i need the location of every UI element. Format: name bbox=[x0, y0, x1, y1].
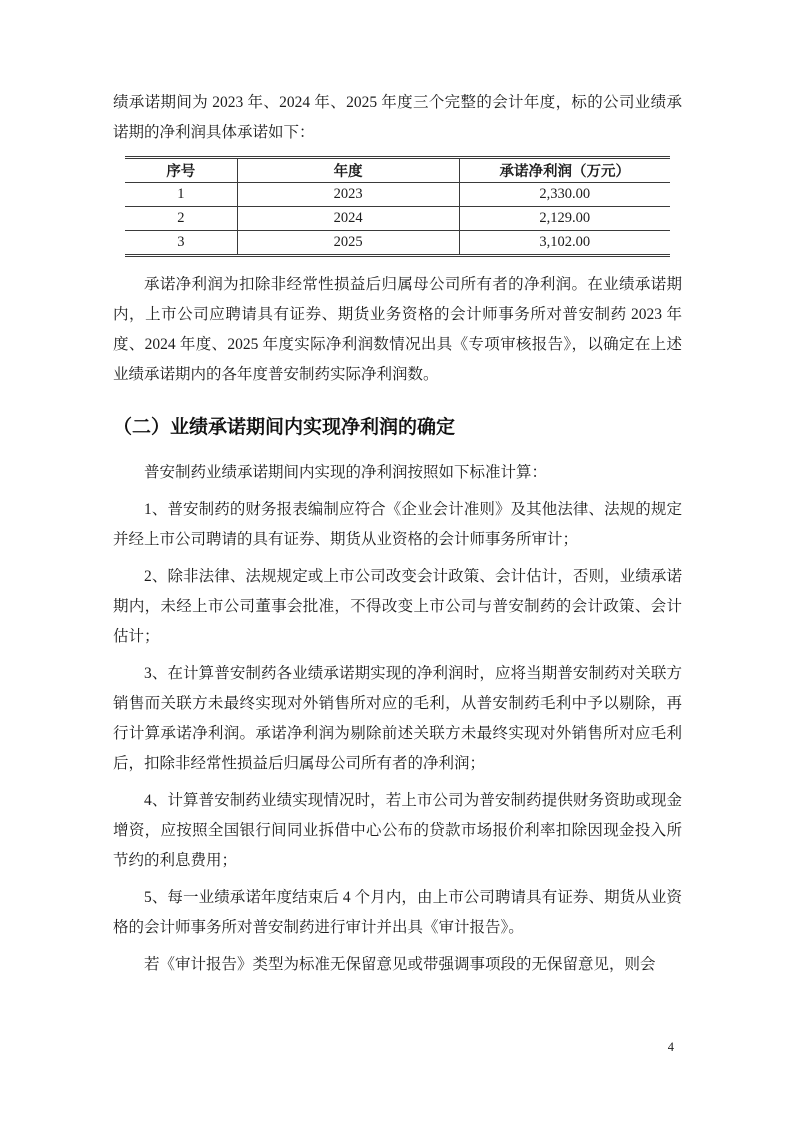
section-heading-2: （二）业绩承诺期间内实现净利润的确定 bbox=[113, 417, 456, 438]
document-content bbox=[113, 88, 682, 987]
cell-profit: 3,102.00 bbox=[539, 234, 591, 250]
item-paragraph-3: 3、在计算普安制药各业绩承诺期实现的净利润时，应将当期普安制药对关联方销售而关联方未最终实现对外销售所对应的毛利，从普安制药毛利中予以剔除，再行计算承诺净利润。承诺净利润为剔除前述关联方未最终实现对外销售所对应毛利后，扣除非经常性损益后归属母公司所有者的净利润； bbox=[113, 665, 682, 772]
table-row bbox=[125, 207, 670, 231]
table-header-row bbox=[125, 158, 670, 183]
col-header-promised-profit: 承诺净利润（万元） bbox=[459, 158, 670, 183]
col-header-year: 年度 bbox=[237, 158, 459, 183]
table-row bbox=[125, 231, 670, 256]
closing-paragraph: 若《审计报告》类型为标准无保留意见或带强调事项段的无保留意见，则会 bbox=[144, 956, 656, 973]
cell-index: 1 bbox=[125, 183, 237, 207]
table-row bbox=[125, 183, 670, 207]
item-paragraph-5: 5、每一业绩承诺年度结束后 4 个月内，由上市公司聘请具有证券、期货从业资格的会计师事务所对普安制药进行审计并出具《审计报告》。 bbox=[113, 889, 682, 936]
cell-profit: 2,129.00 bbox=[459, 207, 670, 231]
cell-year: 2025 bbox=[237, 231, 459, 256]
item-paragraph-1: 1、普安制药的财务报表编制应符合《企业会计准则》及其他法律、法规的规定并经上市公司聘请的具有证券、期货从业资格的会计师事务所审计； bbox=[113, 501, 682, 548]
standard-intro-paragraph: 普安制药业绩承诺期间内实现的净利润按照如下标准计算： bbox=[144, 464, 548, 481]
cell-index: 2 bbox=[125, 207, 237, 231]
item-paragraph-4: 4、计算普安制药业绩实现情况时，若上市公司为普安制药提供财务资助或现金增资，应按照全国银行间同业拆借中心公布的贷款市场报价利率扣除因现金投入所节约的利息费用； bbox=[113, 792, 682, 869]
after-table-paragraph: 承诺净利润为扣除非经常性损益后归属母公司所有者的净利润。在业绩承诺期内，上市公司应聘请具有证券、期货业务资格的会计师事务所对普安制药 2023 年度、2024 年度、2025 年度实际净利润数情况出具《专项审核报告》，以确定在上述业绩承诺期内的各年度普安制药实际净利润数。 bbox=[113, 276, 682, 383]
cell-year: 2024 bbox=[237, 207, 459, 231]
opening-paragraph: 绩承诺期间为 2023 年、2024 年、2025 年度三个完整的会计年度，标的公司业绩承诺期的净利润具体承诺如下： bbox=[113, 94, 682, 141]
cell-profit: 2,330.00 bbox=[459, 183, 670, 207]
item-paragraph-2: 2、除非法律、法规规定或上市公司改变会计政策、会计估计，否则，业绩承诺期内，未经上市公司董事会批准，不得改变上市公司与普安制药的会计政策、会计估计； bbox=[113, 568, 682, 645]
col-header-index: 序号 bbox=[125, 158, 237, 183]
page-number: 4 bbox=[667, 1040, 674, 1054]
commitment-table bbox=[125, 156, 670, 257]
cell-year: 2023 bbox=[237, 183, 459, 207]
cell-index: 3 bbox=[125, 231, 237, 256]
